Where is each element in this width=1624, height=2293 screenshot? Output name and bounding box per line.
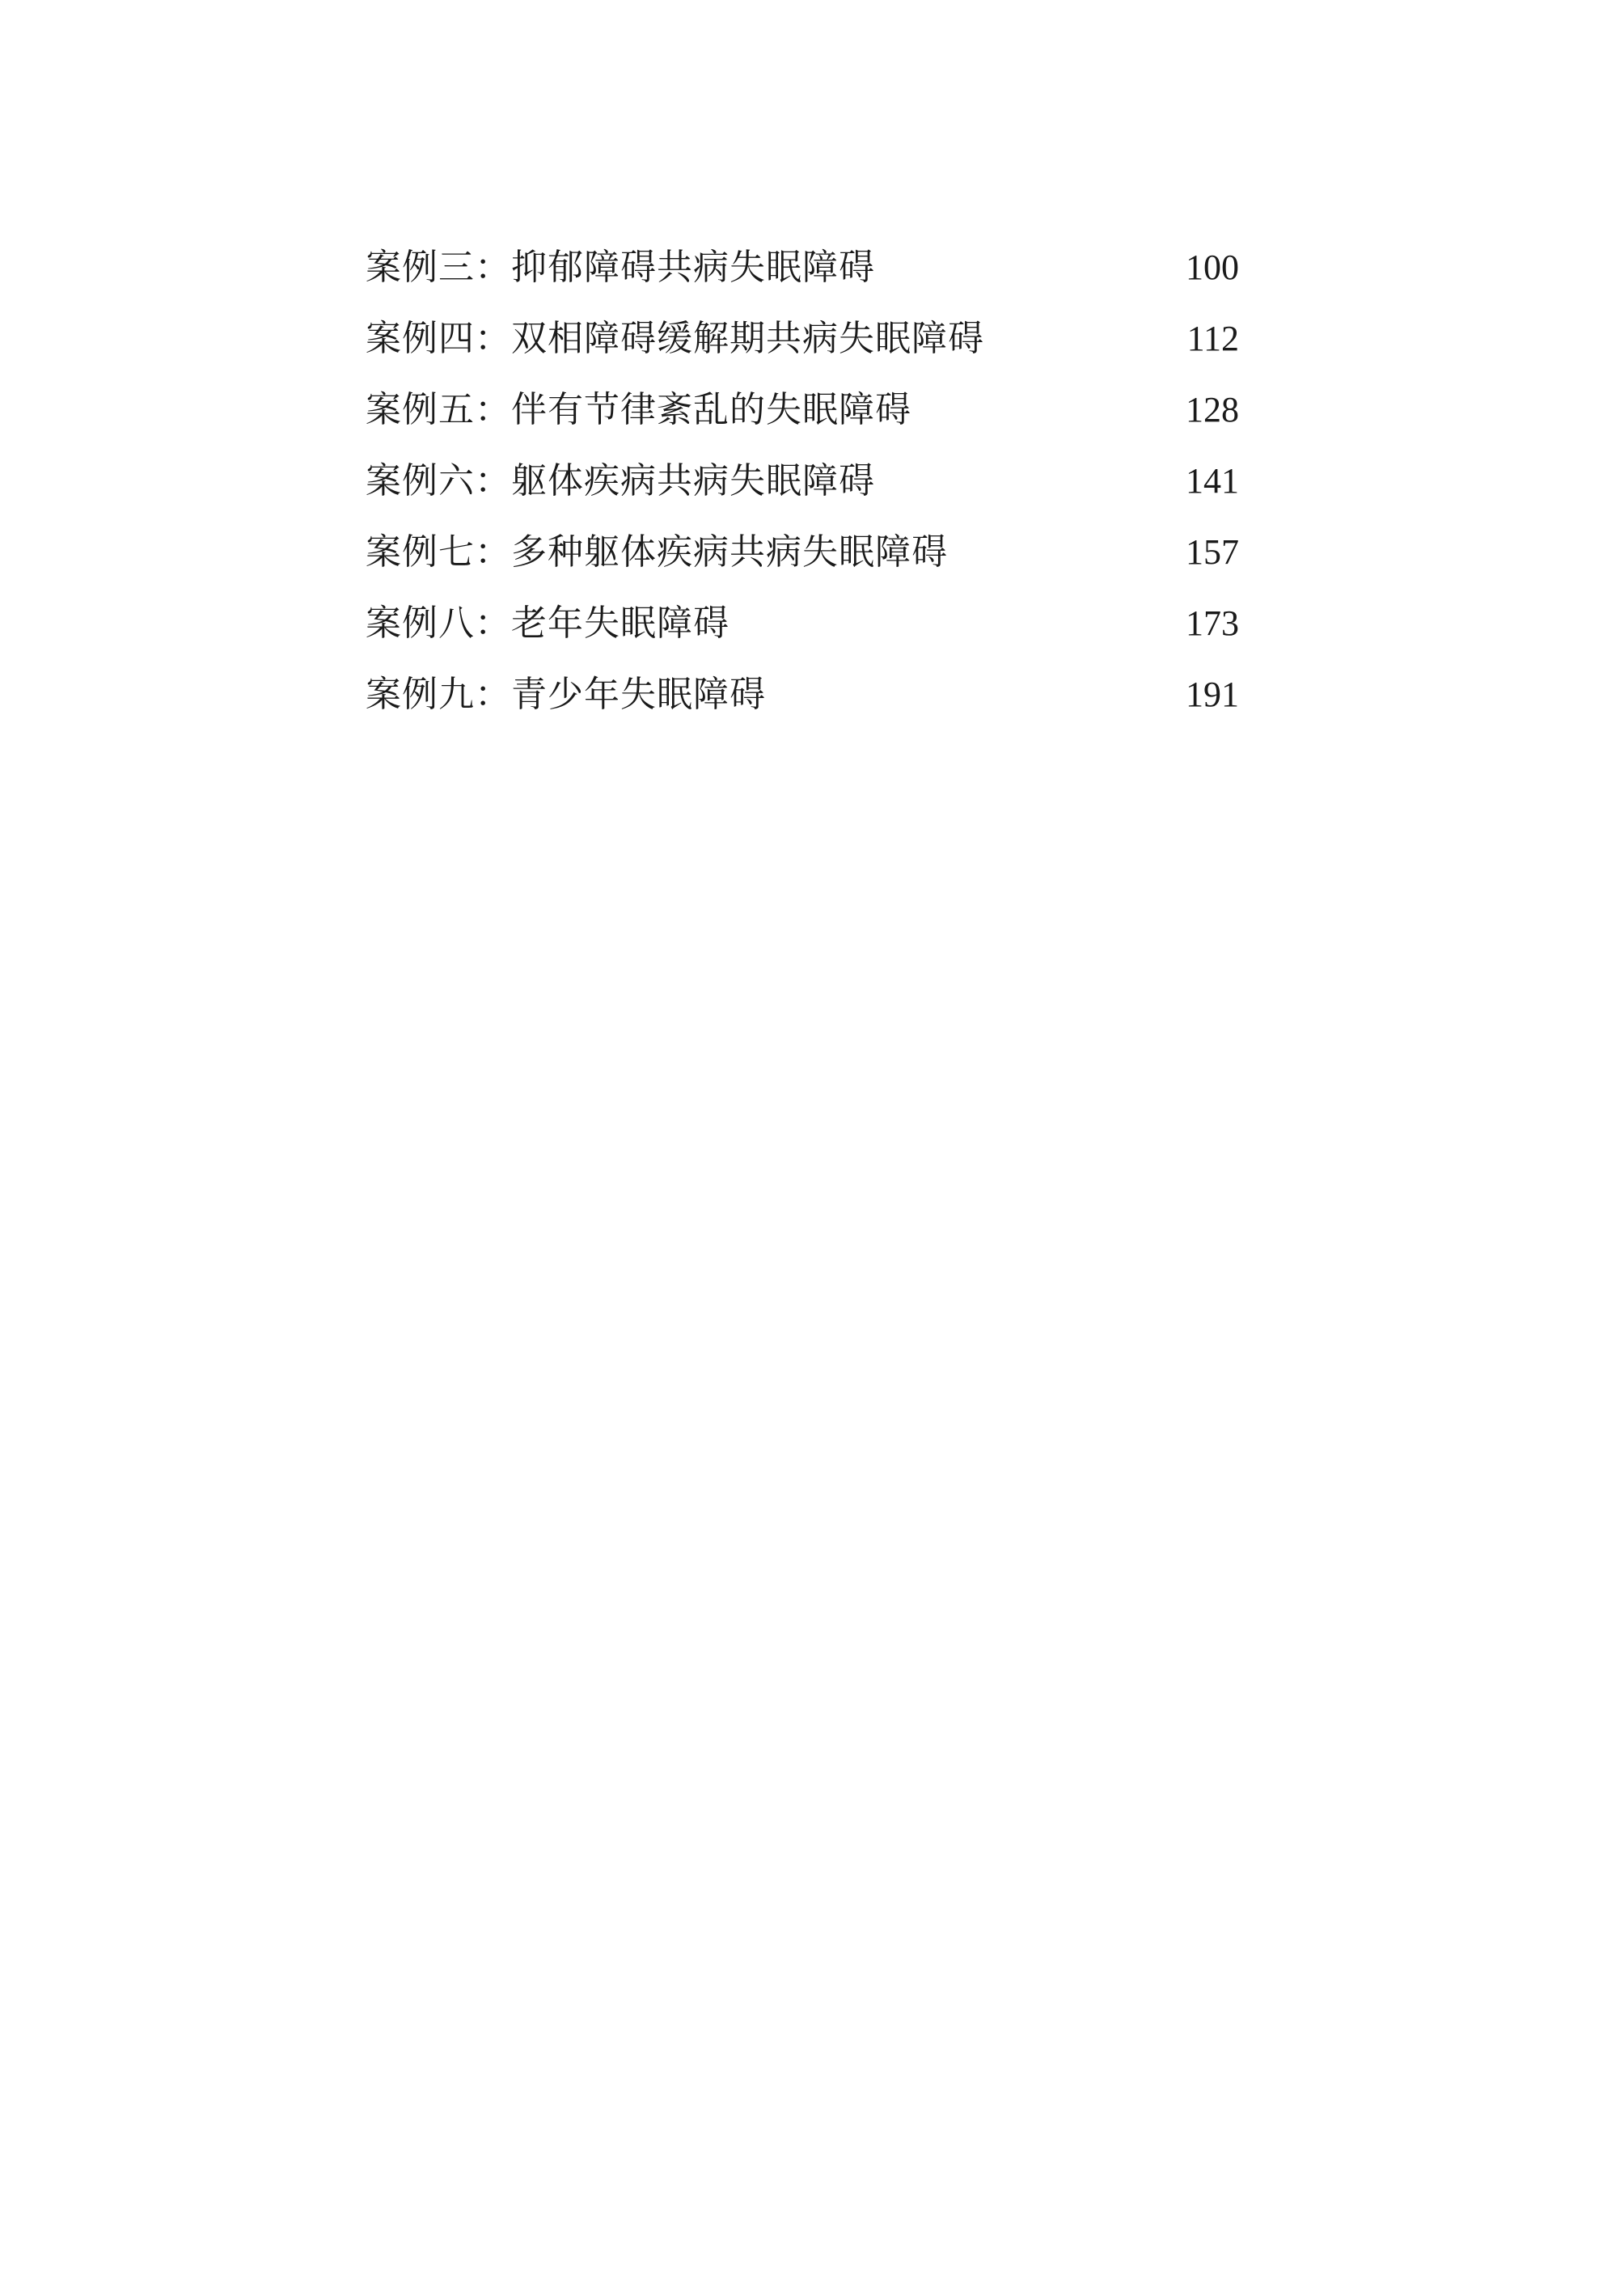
toc-entry-title: 案例四：双相障碍缓解期共病失眠障碍 [366, 318, 984, 359]
toc-entry[interactable] [366, 303, 1239, 374]
toc-entry-page: 157 [1186, 532, 1239, 572]
toc-entry-title: 案例八：老年失眠障碍 [366, 603, 730, 644]
toc-entry-title: 案例三：抑郁障碍共病失眠障碍 [366, 247, 875, 288]
toc-entry[interactable] [366, 517, 1239, 588]
toc-entry-title: 案例五：伴有节律紊乱的失眠障碍 [366, 389, 911, 430]
toc-entry[interactable] [366, 588, 1239, 659]
toc-entry[interactable] [366, 232, 1239, 303]
toc-entry-page: 112 [1186, 319, 1239, 358]
toc-entry[interactable] [366, 374, 1239, 446]
toc-entry-title: 案例七：多种躯体疾病共病失眠障碍 [366, 531, 948, 573]
toc-entry-page: 141 [1186, 461, 1239, 501]
toc-entry-title: 案例九：青少年失眠障碍 [366, 674, 766, 715]
toc-entry-page: 128 [1186, 390, 1239, 429]
toc-entry-page: 100 [1186, 247, 1239, 287]
toc-entry-title: 案例六：躯体疾病共病失眠障碍 [366, 460, 875, 501]
toc-entry-page: 191 [1186, 675, 1239, 714]
toc-entry-page: 173 [1186, 603, 1239, 643]
toc-entry[interactable] [366, 659, 1239, 730]
table-of-contents [366, 232, 1239, 730]
toc-entry[interactable] [366, 446, 1239, 517]
